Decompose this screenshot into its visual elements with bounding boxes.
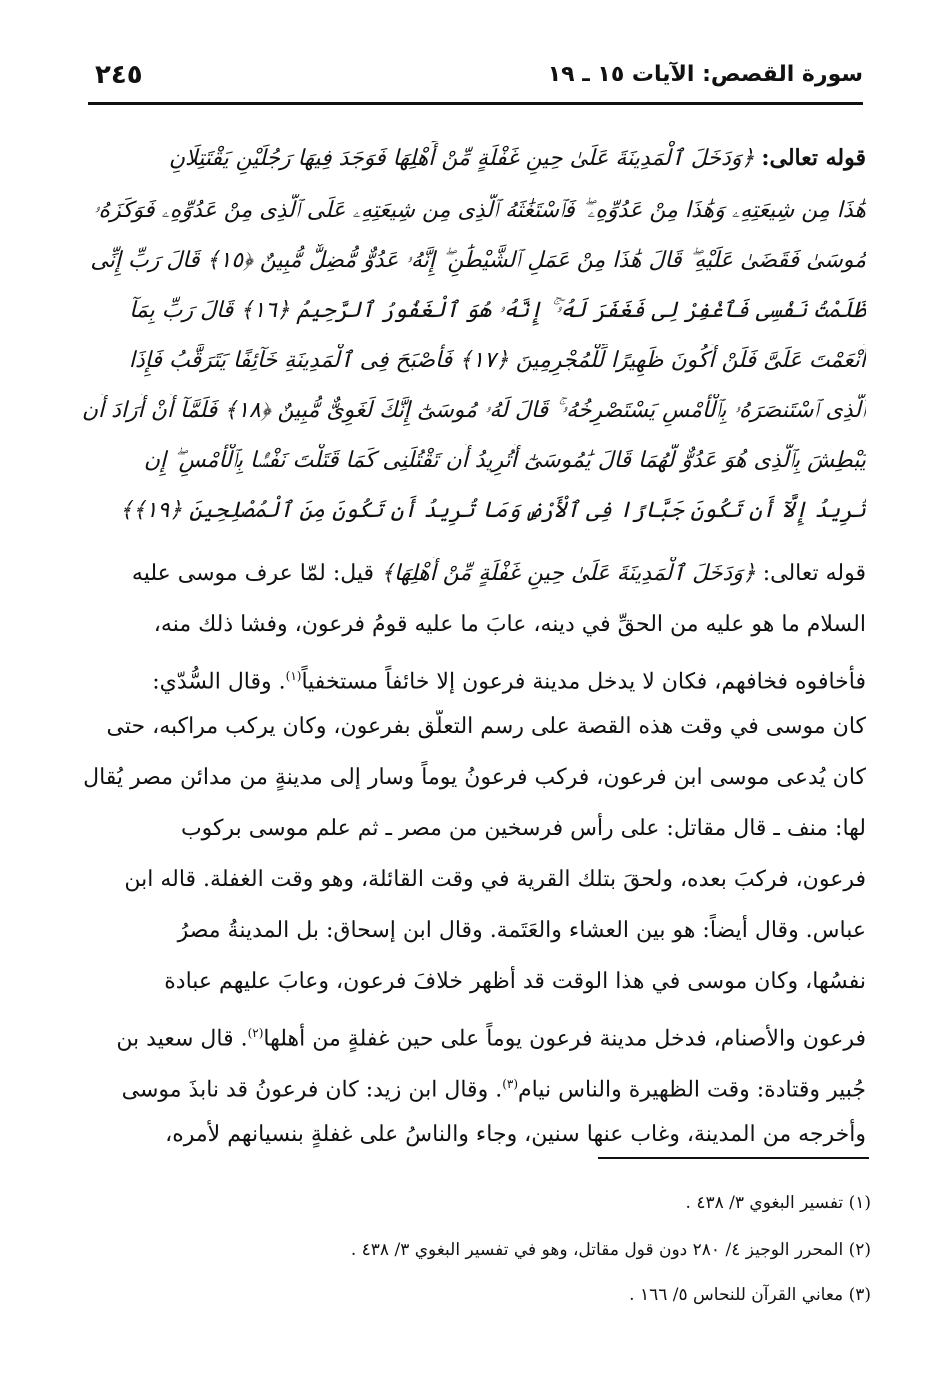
page-header [95, 56, 863, 102]
footnote-number: (٣) [848, 1285, 871, 1305]
commentary-text: . وقال السُّدّي: [152, 669, 286, 695]
page-number: ٢٤٥ [95, 60, 143, 90]
header-divider [88, 102, 863, 105]
verse-label: قوله تعالى: [761, 145, 866, 171]
commentary-line-11 [81, 1067, 866, 1107]
verse-line-5: أَنْعَمْتَ عَلَىَّ فَلَنْ أَكُونَ ظَهِيرًا لِّلْمُجْرِمِينَ ﴿١٧﴾ فَأَصْبَحَ فِى ٱلْمَدِينَةِ خَآئِفًا يَتَرَقَّبُ فَإِذَا [128, 348, 866, 373]
verse-text: ﴿وَدَخَلَ ٱلْمَدِينَةَ عَلَىٰ حِينِ غَفْلَةٍ مِّنْ أَهْلِهَا فَوَجَدَ فِيهَا رَجُلَيْنِ يَقْتَتِلَانِ [168, 146, 755, 171]
verse-line-6: ٱلَّذِى ٱسْتَنصَرَهُۥ بِٱلْأَمْسِ يَسْتَصْرِخُهُۥ ۚ قَالَ لَهُۥ مُوسَىٰٓ إِنَّكَ لَغَوِىٌّ مُّبِينٌ ﴿١٨﴾ فَلَمَّآ أَنْ أَرَادَ أَن [81, 398, 866, 423]
commentary-line-10 [81, 1016, 866, 1056]
surah-title: سورة القصص: الآيات ١٥ ـ ١٩ [547, 62, 863, 87]
commentary-line-12: وأخرجه من المدينة، وغاب عنها سنين، وجاء والناسُ على غفلةٍ بنسيانهم لأمره، [165, 1122, 866, 1147]
commentary-line-6: لها: منف ـ قال مقاتل: على رأس فرسخين من مصر ـ ثم علم موسى بركوب [180, 816, 866, 841]
footnote-number: (٢) [848, 1240, 871, 1260]
commentary-line-7: فرعون، فركبَ بعده، ولحقَ بتلك القرية في وقت القائلة، وهو وقت الغفلة. قاله ابن [124, 867, 866, 892]
footnote-text: المحرر الوجيز ٤/ ٢٨٠ دون قول مقاتل، وهو في تفسير البغوي ٣/ ٤٣٨ . [350, 1240, 844, 1260]
commentary-text: . قال سعيد بن [116, 1026, 248, 1052]
commentary-line-3 [81, 659, 866, 699]
footnote-number: (١) [848, 1193, 871, 1213]
commentary-text: فأخافوه فخافهم، فكان لا يدخل مدينة فرعون إلا خائفاً مستخفياً [301, 669, 866, 695]
commentary-line-9: نفسُها، وكان موسى في هذا الوقت قد أظهر خلافَ فرعون، وعابَ عليهم عبادة [164, 969, 866, 994]
footnote-1 [71, 1190, 871, 1216]
verse-line-1 [81, 141, 866, 176]
commentary-line-1 [81, 557, 866, 591]
footnote-text: معاني القرآن للنحاس ٥/ ١٦٦ . [629, 1285, 844, 1305]
verse-line-8: تُرِيدُ إِلَّآ أَن تَكُونَ جَبَّارًا فِى ٱلْأَرْضِ وَمَا تُرِيدُ أَن تَكُونَ مِنَ ٱلْمُصْلِحِينَ ﴿١٩﴾﴾ [119, 498, 866, 523]
commentary-quote: ﴿وَدَخَلَ ٱلْمَدِينَةَ عَلَىٰ حِينِ غَفْلَةٍ مِّنْ أَهْلِهَا﴾ [381, 561, 756, 586]
commentary-text: جُبير وقتادة: وقت الظهيرة والناس نيام [518, 1077, 866, 1103]
commentary-line-8: عباس. وقال أيضاً: هو بين العشاء والعَتَمة. وقال ابن إسحاق: بل المدينةُ مصرُ [177, 918, 866, 943]
footnote-ref: (٣) [502, 1077, 519, 1091]
verse-line-3: مُوسَىٰ فَقَضَىٰ عَلَيْهِ ۖ قَالَ هَٰذَا مِنْ عَمَلِ ٱلشَّيْطَٰنِ ۖ إِنَّهُۥ عَدُوٌّ مُّضِلٌّ مُّبِينٌ ﴿١٥﴾ قَالَ رَبِّ إِنِّى [90, 248, 866, 273]
verse-line-2: هَٰذَا مِن شِيعَتِهِۦ وَهَٰذَا مِنْ عَدُوِّهِۦ ۖ فَٱسْتَغَٰثَهُ ٱلَّذِى مِن شِيعَتِهِۦ عَلَى ٱلَّذِى مِنْ عَدُوِّهِۦ فَوَكَزَهُۥ [93, 198, 866, 223]
verse-line-4: ظَلَمْتُ نَفْسِى فَٱغْفِرْ لِى فَغَفَرَ لَهُۥٓ ۚ إِنَّهُۥ هُوَ ٱلْغَفُورُ ٱلرَّحِيمُ ﴿١٦﴾ قَالَ رَبِّ بِمَآ [129, 298, 866, 323]
footnote-ref: (١) [285, 669, 302, 683]
footnote-ref: (٢) [247, 1026, 264, 1040]
commentary-text: قيل: لمّا عرف موسى عليه [131, 561, 375, 586]
footnote-3 [71, 1282, 871, 1308]
commentary-text: . وقال ابن زيد: كان فرعونُ قد نابذَ موسى [121, 1077, 503, 1103]
commentary-line-5: كان يُدعى موسى ابن فرعون، فركب فرعونُ يوماً وسار إلى مدينةٍ من مدائن مصر يُقال [83, 765, 866, 790]
footnote-divider [598, 1157, 869, 1159]
commentary-line-2: السلام ما هو عليه من الحقِّ في دينه، عابَ ما عليه قومُ فرعون، وفشا ذلك منه، [153, 612, 866, 637]
commentary-text: فرعون والأصنام، فدخل مدينة فرعون يوماً على حين غفلةٍ من أهلها [263, 1026, 866, 1052]
footnote-text: تفسير البغوي ٣/ ٤٣٨ . [685, 1193, 844, 1213]
commentary-lead: قوله تعالى: [762, 561, 866, 586]
verse-line-7: يَبْطِشَ بِٱلَّذِى هُوَ عَدُوٌّ لَّهُمَا قَالَ يَٰمُوسَىٰٓ أَتُرِيدُ أَن تَقْتُلَنِى كَمَا قَتَلْتَ نَفْسًۢا بِٱلْأَمْسِ ۖ إِن [143, 448, 866, 473]
footnote-2 [71, 1237, 871, 1263]
commentary-line-4: كان موسى في وقت هذه القصة على رسم التعلُّق بفرعون، وكان يركب مراكبه، حتى [106, 714, 866, 739]
